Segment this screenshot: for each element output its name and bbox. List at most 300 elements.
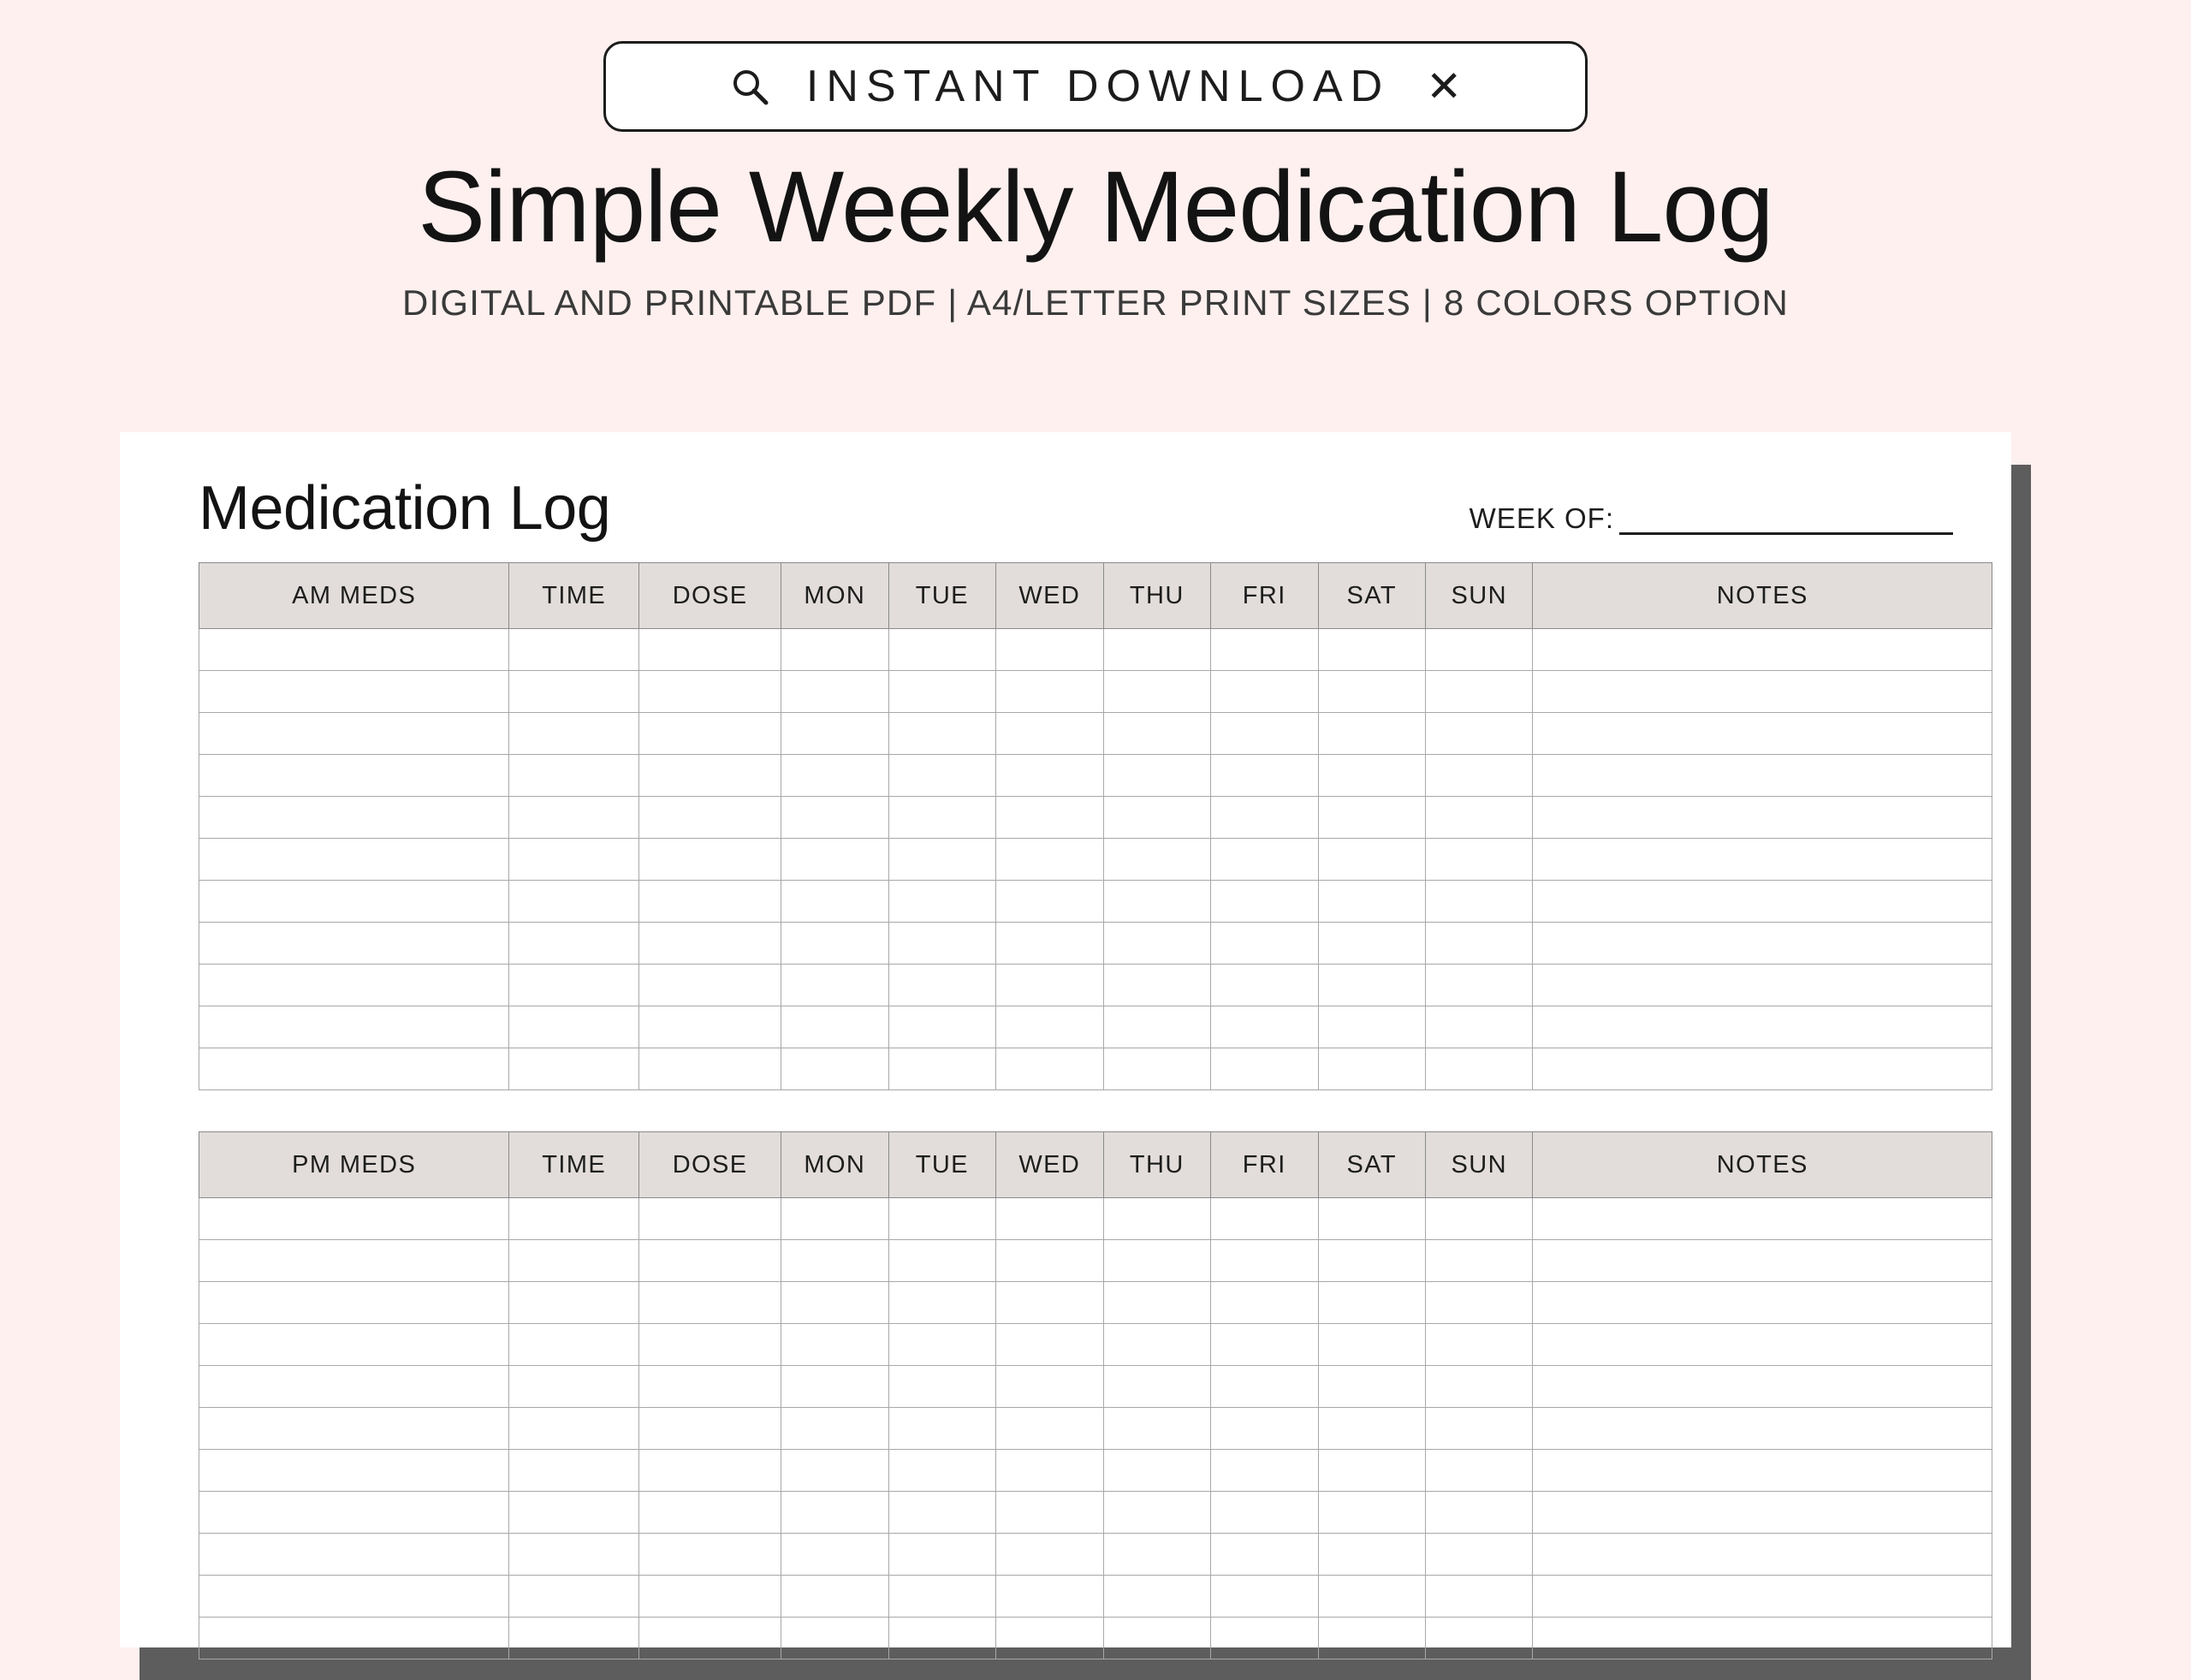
table-divider <box>163 1090 1960 1113</box>
table-row[interactable] <box>199 713 1992 755</box>
table-cell[interactable] <box>1103 671 1210 713</box>
table-row[interactable] <box>199 839 1992 881</box>
table-cell[interactable] <box>1533 797 1992 839</box>
table-cell[interactable] <box>781 1492 888 1534</box>
table-cell[interactable] <box>1425 1576 1532 1618</box>
table-cell[interactable] <box>1533 1198 1992 1240</box>
table-cell[interactable] <box>199 1450 509 1492</box>
table-cell[interactable] <box>996 839 1103 881</box>
table-cell[interactable] <box>1103 1534 1210 1576</box>
table-cell[interactable] <box>781 755 888 797</box>
table-cell[interactable] <box>1318 755 1425 797</box>
table-cell[interactable] <box>199 671 509 713</box>
table-cell[interactable] <box>781 1408 888 1450</box>
table-cell[interactable] <box>1318 1240 1425 1282</box>
table-cell[interactable] <box>509 1366 639 1408</box>
column-header: MON <box>781 563 888 629</box>
table-cell[interactable] <box>1425 755 1532 797</box>
table-row[interactable] <box>199 755 1992 797</box>
table-cell[interactable] <box>1533 923 1992 965</box>
column-header: FRI <box>1211 1132 1318 1198</box>
table-cell[interactable] <box>1211 1366 1318 1408</box>
table-cell[interactable] <box>1103 923 1210 965</box>
table-cell[interactable] <box>1425 671 1532 713</box>
table-cell[interactable] <box>888 965 995 1006</box>
page-title: Simple Weekly Medication Log <box>418 151 1773 264</box>
sheet-header <box>163 473 1960 543</box>
table-cell[interactable] <box>996 1324 1103 1366</box>
table-cell[interactable] <box>1318 1324 1425 1366</box>
table-cell[interactable] <box>199 1366 509 1408</box>
table-cell[interactable] <box>639 1198 781 1240</box>
column-header: TIME <box>509 563 639 629</box>
table-cell[interactable] <box>1211 1282 1318 1324</box>
table-cell[interactable] <box>639 1324 781 1366</box>
table-cell[interactable] <box>199 1006 509 1048</box>
table-cell[interactable] <box>781 1048 888 1090</box>
table-cell[interactable] <box>639 629 781 671</box>
table-cell[interactable] <box>1211 881 1318 923</box>
table-cell[interactable] <box>888 755 995 797</box>
table-cell[interactable] <box>1425 1450 1532 1492</box>
table-cell[interactable] <box>996 1492 1103 1534</box>
table-cell[interactable] <box>639 1618 781 1659</box>
table-cell[interactable] <box>1425 1324 1532 1366</box>
table-row[interactable] <box>199 1240 1992 1282</box>
table-cell[interactable] <box>1103 1576 1210 1618</box>
page-subtitle: DIGITAL AND PRINTABLE PDF | A4/LETTER PRINT SIZES | 8 COLORS OPTION <box>401 282 1789 324</box>
table-cell[interactable] <box>888 1450 995 1492</box>
table-cell[interactable] <box>1425 1198 1532 1240</box>
table-header-row <box>199 563 1992 629</box>
table-cell[interactable] <box>781 1366 888 1408</box>
table-cell[interactable] <box>1533 1408 1992 1450</box>
table-cell[interactable] <box>888 1408 995 1450</box>
table-cell[interactable] <box>639 755 781 797</box>
table-cell[interactable] <box>639 923 781 965</box>
table-cell[interactable] <box>639 839 781 881</box>
table-cell[interactable] <box>1533 1618 1992 1659</box>
table-cell[interactable] <box>888 1324 995 1366</box>
table-cell[interactable] <box>996 1408 1103 1450</box>
table-cell[interactable] <box>781 629 888 671</box>
table-cell[interactable] <box>639 1450 781 1492</box>
table-cell[interactable] <box>888 1198 995 1240</box>
table-cell[interactable] <box>509 1408 639 1450</box>
column-header: SAT <box>1318 1132 1425 1198</box>
table-cell[interactable] <box>1425 1408 1532 1450</box>
table-cell[interactable] <box>509 1198 639 1240</box>
table-cell[interactable] <box>199 965 509 1006</box>
week-of-label: WEEK OF: <box>1469 502 1614 534</box>
table-cell[interactable] <box>199 1240 509 1282</box>
table-cell[interactable] <box>1211 797 1318 839</box>
table-cell[interactable] <box>781 1240 888 1282</box>
table-cell[interactable] <box>509 755 639 797</box>
table-cell[interactable] <box>1211 1618 1318 1659</box>
table-cell[interactable] <box>996 1198 1103 1240</box>
table-cell[interactable] <box>888 671 995 713</box>
table-cell[interactable] <box>1211 1450 1318 1492</box>
table-cell[interactable] <box>996 1450 1103 1492</box>
table-cell[interactable] <box>199 881 509 923</box>
table-cell[interactable] <box>1425 1366 1532 1408</box>
table-cell[interactable] <box>996 713 1103 755</box>
table-cell[interactable] <box>1425 1492 1532 1534</box>
table-cell[interactable] <box>996 1240 1103 1282</box>
table-cell[interactable] <box>639 1048 781 1090</box>
table-cell[interactable] <box>509 629 639 671</box>
table-cell[interactable] <box>509 1006 639 1048</box>
table-cell[interactable] <box>996 671 1103 713</box>
table-cell[interactable] <box>1533 1366 1992 1408</box>
table-cell[interactable] <box>1211 713 1318 755</box>
table-cell[interactable] <box>781 923 888 965</box>
table-cell[interactable] <box>1103 1282 1210 1324</box>
table-cell[interactable] <box>1318 1198 1425 1240</box>
table-cell[interactable] <box>639 1576 781 1618</box>
instant-download-label: INSTANT DOWNLOAD <box>805 62 1391 111</box>
table-row[interactable] <box>199 797 1992 839</box>
pm-meds-rows <box>199 1198 1992 1659</box>
table-cell[interactable] <box>996 1048 1103 1090</box>
table-row[interactable] <box>199 1198 1992 1240</box>
table-cell[interactable] <box>509 881 639 923</box>
table-cell[interactable] <box>781 1282 888 1324</box>
table-row[interactable] <box>199 1450 1992 1492</box>
table-cell[interactable] <box>1211 629 1318 671</box>
table-cell[interactable] <box>509 1576 639 1618</box>
table-row[interactable] <box>199 1282 1992 1324</box>
table-cell[interactable] <box>1103 1006 1210 1048</box>
column-header: DOSE <box>639 1132 781 1198</box>
table-row[interactable] <box>199 1324 1992 1366</box>
table-cell[interactable] <box>1103 881 1210 923</box>
table-row[interactable] <box>199 1534 1992 1576</box>
table-row[interactable] <box>199 671 1992 713</box>
table-cell[interactable] <box>1103 839 1210 881</box>
table-cell[interactable] <box>781 1534 888 1576</box>
table-cell[interactable] <box>1425 713 1532 755</box>
column-header: MON <box>781 1132 888 1198</box>
table-cell[interactable] <box>781 881 888 923</box>
table-cell[interactable] <box>1533 1576 1992 1618</box>
table-cell[interactable] <box>781 839 888 881</box>
table-cell[interactable] <box>996 1618 1103 1659</box>
table-cell[interactable] <box>639 881 781 923</box>
table-cell[interactable] <box>996 1576 1103 1618</box>
table-cell[interactable] <box>781 671 888 713</box>
table-cell[interactable] <box>1425 1282 1532 1324</box>
table-cell[interactable] <box>1533 1324 1992 1366</box>
table-cell[interactable] <box>1211 1006 1318 1048</box>
table-cell[interactable] <box>781 713 888 755</box>
table-cell[interactable] <box>888 1618 995 1659</box>
table-cell[interactable] <box>509 923 639 965</box>
table-cell[interactable] <box>639 671 781 713</box>
table-cell[interactable] <box>1425 839 1532 881</box>
table-cell[interactable] <box>1533 881 1992 923</box>
table-cell[interactable] <box>1533 629 1992 671</box>
table-cell[interactable] <box>1103 755 1210 797</box>
table-cell[interactable] <box>639 965 781 1006</box>
table-cell[interactable] <box>996 629 1103 671</box>
table-cell[interactable] <box>1318 671 1425 713</box>
table-cell[interactable] <box>509 1324 639 1366</box>
table-cell[interactable] <box>888 1282 995 1324</box>
table-cell[interactable] <box>1318 1450 1425 1492</box>
table-cell[interactable] <box>888 713 995 755</box>
table-cell[interactable] <box>781 1618 888 1659</box>
table-cell[interactable] <box>1211 839 1318 881</box>
table-cell[interactable] <box>1318 629 1425 671</box>
table-cell[interactable] <box>888 1576 995 1618</box>
table-cell[interactable] <box>888 1240 995 1282</box>
table-cell[interactable] <box>509 839 639 881</box>
table-row[interactable] <box>199 1408 1992 1450</box>
table-cell[interactable] <box>1211 1492 1318 1534</box>
table-cell[interactable] <box>1318 1576 1425 1618</box>
table-cell[interactable] <box>1533 1006 1992 1048</box>
table-cell[interactable] <box>1318 1492 1425 1534</box>
table-cell[interactable] <box>199 1198 509 1240</box>
table-cell[interactable] <box>1425 1006 1532 1048</box>
table-cell[interactable] <box>1211 671 1318 713</box>
table-cell[interactable] <box>888 629 995 671</box>
table-cell[interactable] <box>1211 923 1318 965</box>
table-cell[interactable] <box>1103 1450 1210 1492</box>
table-cell[interactable] <box>1533 671 1992 713</box>
table-cell[interactable] <box>888 1492 995 1534</box>
table-cell[interactable] <box>1425 629 1532 671</box>
table-cell[interactable] <box>199 755 509 797</box>
table-cell[interactable] <box>996 1534 1103 1576</box>
table-cell[interactable] <box>509 1048 639 1090</box>
table-cell[interactable] <box>199 629 509 671</box>
table-cell[interactable] <box>1533 1492 1992 1534</box>
table-cell[interactable] <box>781 797 888 839</box>
table-cell[interactable] <box>199 1408 509 1450</box>
table-cell[interactable] <box>1103 629 1210 671</box>
table-header-row <box>199 1132 1992 1198</box>
table-cell[interactable] <box>1318 923 1425 965</box>
table-cell[interactable] <box>509 671 639 713</box>
table-cell[interactable] <box>996 965 1103 1006</box>
table-cell[interactable] <box>199 1324 509 1366</box>
column-header: WED <box>996 563 1103 629</box>
table-cell[interactable] <box>1425 1048 1532 1090</box>
column-header: PM MEDS <box>199 1132 509 1198</box>
table-cell[interactable] <box>509 1450 639 1492</box>
table-cell[interactable] <box>1103 1198 1210 1240</box>
column-header: SUN <box>1425 563 1532 629</box>
table-cell[interactable] <box>509 1534 639 1576</box>
table-cell[interactable] <box>1425 1618 1532 1659</box>
table-cell[interactable] <box>1318 1006 1425 1048</box>
table-cell[interactable] <box>1103 1048 1210 1090</box>
table-cell[interactable] <box>1211 1198 1318 1240</box>
table-cell[interactable] <box>1103 713 1210 755</box>
table-cell[interactable] <box>509 1492 639 1534</box>
table-cell[interactable] <box>996 881 1103 923</box>
table-cell[interactable] <box>1318 881 1425 923</box>
table-cell[interactable] <box>1533 755 1992 797</box>
table-cell[interactable] <box>639 797 781 839</box>
table-cell[interactable] <box>1211 1408 1318 1450</box>
table-row[interactable] <box>199 1366 1992 1408</box>
table-cell[interactable] <box>996 797 1103 839</box>
printable-sheet <box>120 432 2011 1647</box>
table-cell[interactable] <box>888 881 995 923</box>
table-cell[interactable] <box>1318 797 1425 839</box>
table-row[interactable] <box>199 1006 1992 1048</box>
table-cell[interactable] <box>1318 1534 1425 1576</box>
table-row[interactable] <box>199 965 1992 1006</box>
table-cell[interactable] <box>781 1576 888 1618</box>
table-cell[interactable] <box>1533 713 1992 755</box>
column-header: FRI <box>1211 563 1318 629</box>
table-row[interactable] <box>199 1576 1992 1618</box>
table-cell[interactable] <box>781 1450 888 1492</box>
table-cell[interactable] <box>639 1006 781 1048</box>
table-cell[interactable] <box>888 1534 995 1576</box>
table-cell[interactable] <box>199 1618 509 1659</box>
table-cell[interactable] <box>888 923 995 965</box>
table-cell[interactable] <box>781 965 888 1006</box>
table-cell[interactable] <box>199 1534 509 1576</box>
table-cell[interactable] <box>639 1492 781 1534</box>
table-cell[interactable] <box>1318 1618 1425 1659</box>
table-cell[interactable] <box>888 1048 995 1090</box>
table-cell[interactable] <box>996 755 1103 797</box>
table-cell[interactable] <box>1533 1048 1992 1090</box>
table-cell[interactable] <box>781 1198 888 1240</box>
table-row[interactable] <box>199 1492 1992 1534</box>
table-cell[interactable] <box>1318 965 1425 1006</box>
table-cell[interactable] <box>639 1534 781 1576</box>
table-row[interactable] <box>199 629 1992 671</box>
table-cell[interactable] <box>1103 1240 1210 1282</box>
table-cell[interactable] <box>1425 1240 1532 1282</box>
pm-meds-table <box>199 1131 1992 1659</box>
table-cell[interactable] <box>1211 1324 1318 1366</box>
week-of-input[interactable] <box>1619 507 1953 535</box>
table-cell[interactable] <box>199 713 509 755</box>
column-header: THU <box>1103 1132 1210 1198</box>
am-meds-rows <box>199 629 1992 1090</box>
column-header: SUN <box>1425 1132 1532 1198</box>
table-cell[interactable] <box>996 1366 1103 1408</box>
table-cell[interactable] <box>888 1006 995 1048</box>
table-cell[interactable] <box>1318 1282 1425 1324</box>
table-cell[interactable] <box>1103 797 1210 839</box>
table-cell[interactable] <box>1103 965 1210 1006</box>
column-header: TUE <box>888 563 995 629</box>
column-header: THU <box>1103 563 1210 629</box>
table-cell[interactable] <box>1425 1534 1532 1576</box>
table-cell[interactable] <box>509 1618 639 1659</box>
table-cell[interactable] <box>1318 1408 1425 1450</box>
table-cell[interactable] <box>1103 1324 1210 1366</box>
table-cell[interactable] <box>199 1048 509 1090</box>
table-cell[interactable] <box>509 713 639 755</box>
table-cell[interactable] <box>509 1240 639 1282</box>
table-cell[interactable] <box>1425 797 1532 839</box>
table-row[interactable] <box>199 1618 1992 1659</box>
table-cell[interactable] <box>1533 1240 1992 1282</box>
column-header: AM MEDS <box>199 563 509 629</box>
table-cell[interactable] <box>888 797 995 839</box>
search-icon <box>729 66 770 107</box>
column-header: NOTES <box>1533 1132 1992 1198</box>
table-cell[interactable] <box>1318 839 1425 881</box>
table-cell[interactable] <box>1103 1408 1210 1450</box>
table-cell[interactable] <box>509 965 639 1006</box>
table-cell[interactable] <box>781 1006 888 1048</box>
table-cell[interactable] <box>1211 1576 1318 1618</box>
instant-download-banner <box>0 0 2191 132</box>
table-cell[interactable] <box>1533 1282 1992 1324</box>
table-cell[interactable] <box>509 1282 639 1324</box>
table-cell[interactable] <box>1425 881 1532 923</box>
table-cell[interactable] <box>639 1408 781 1450</box>
table-cell[interactable] <box>1533 1534 1992 1576</box>
table-cell[interactable] <box>996 1006 1103 1048</box>
table-cell[interactable] <box>1211 1240 1318 1282</box>
table-cell[interactable] <box>888 1366 995 1408</box>
table-cell[interactable] <box>1533 839 1992 881</box>
table-cell[interactable] <box>781 1324 888 1366</box>
table-cell[interactable] <box>199 1282 509 1324</box>
table-cell[interactable] <box>1318 713 1425 755</box>
table-cell[interactable] <box>509 797 639 839</box>
table-cell[interactable] <box>996 1282 1103 1324</box>
table-cell[interactable] <box>1318 1366 1425 1408</box>
table-cell[interactable] <box>1211 1534 1318 1576</box>
table-cell[interactable] <box>1211 965 1318 1006</box>
table-row[interactable] <box>199 1048 1992 1090</box>
table-cell[interactable] <box>1103 1366 1210 1408</box>
table-cell[interactable] <box>639 1366 781 1408</box>
table-cell[interactable] <box>1425 965 1532 1006</box>
table-cell[interactable] <box>1318 1048 1425 1090</box>
table-cell[interactable] <box>199 1576 509 1618</box>
table-row[interactable] <box>199 881 1992 923</box>
table-row[interactable] <box>199 923 1992 965</box>
column-header: SAT <box>1318 563 1425 629</box>
table-cell[interactable] <box>1103 1492 1210 1534</box>
table-cell[interactable] <box>1533 965 1992 1006</box>
table-cell[interactable] <box>1211 755 1318 797</box>
table-cell[interactable] <box>199 839 509 881</box>
week-of-field[interactable] <box>1470 502 1953 543</box>
column-header: DOSE <box>639 563 781 629</box>
table-cell[interactable] <box>199 797 509 839</box>
table-cell[interactable] <box>1533 1450 1992 1492</box>
table-cell[interactable] <box>1425 923 1532 965</box>
table-cell[interactable] <box>1103 1618 1210 1659</box>
table-cell[interactable] <box>199 923 509 965</box>
close-icon[interactable]: ✕ <box>1426 62 1463 110</box>
table-cell[interactable] <box>888 839 995 881</box>
table-cell[interactable] <box>1211 1048 1318 1090</box>
table-cell[interactable] <box>639 1240 781 1282</box>
table-cell[interactable] <box>996 923 1103 965</box>
instant-download-badge[interactable] <box>603 41 1588 132</box>
table-cell[interactable] <box>639 1282 781 1324</box>
table-cell[interactable] <box>639 713 781 755</box>
table-cell[interactable] <box>199 1492 509 1534</box>
